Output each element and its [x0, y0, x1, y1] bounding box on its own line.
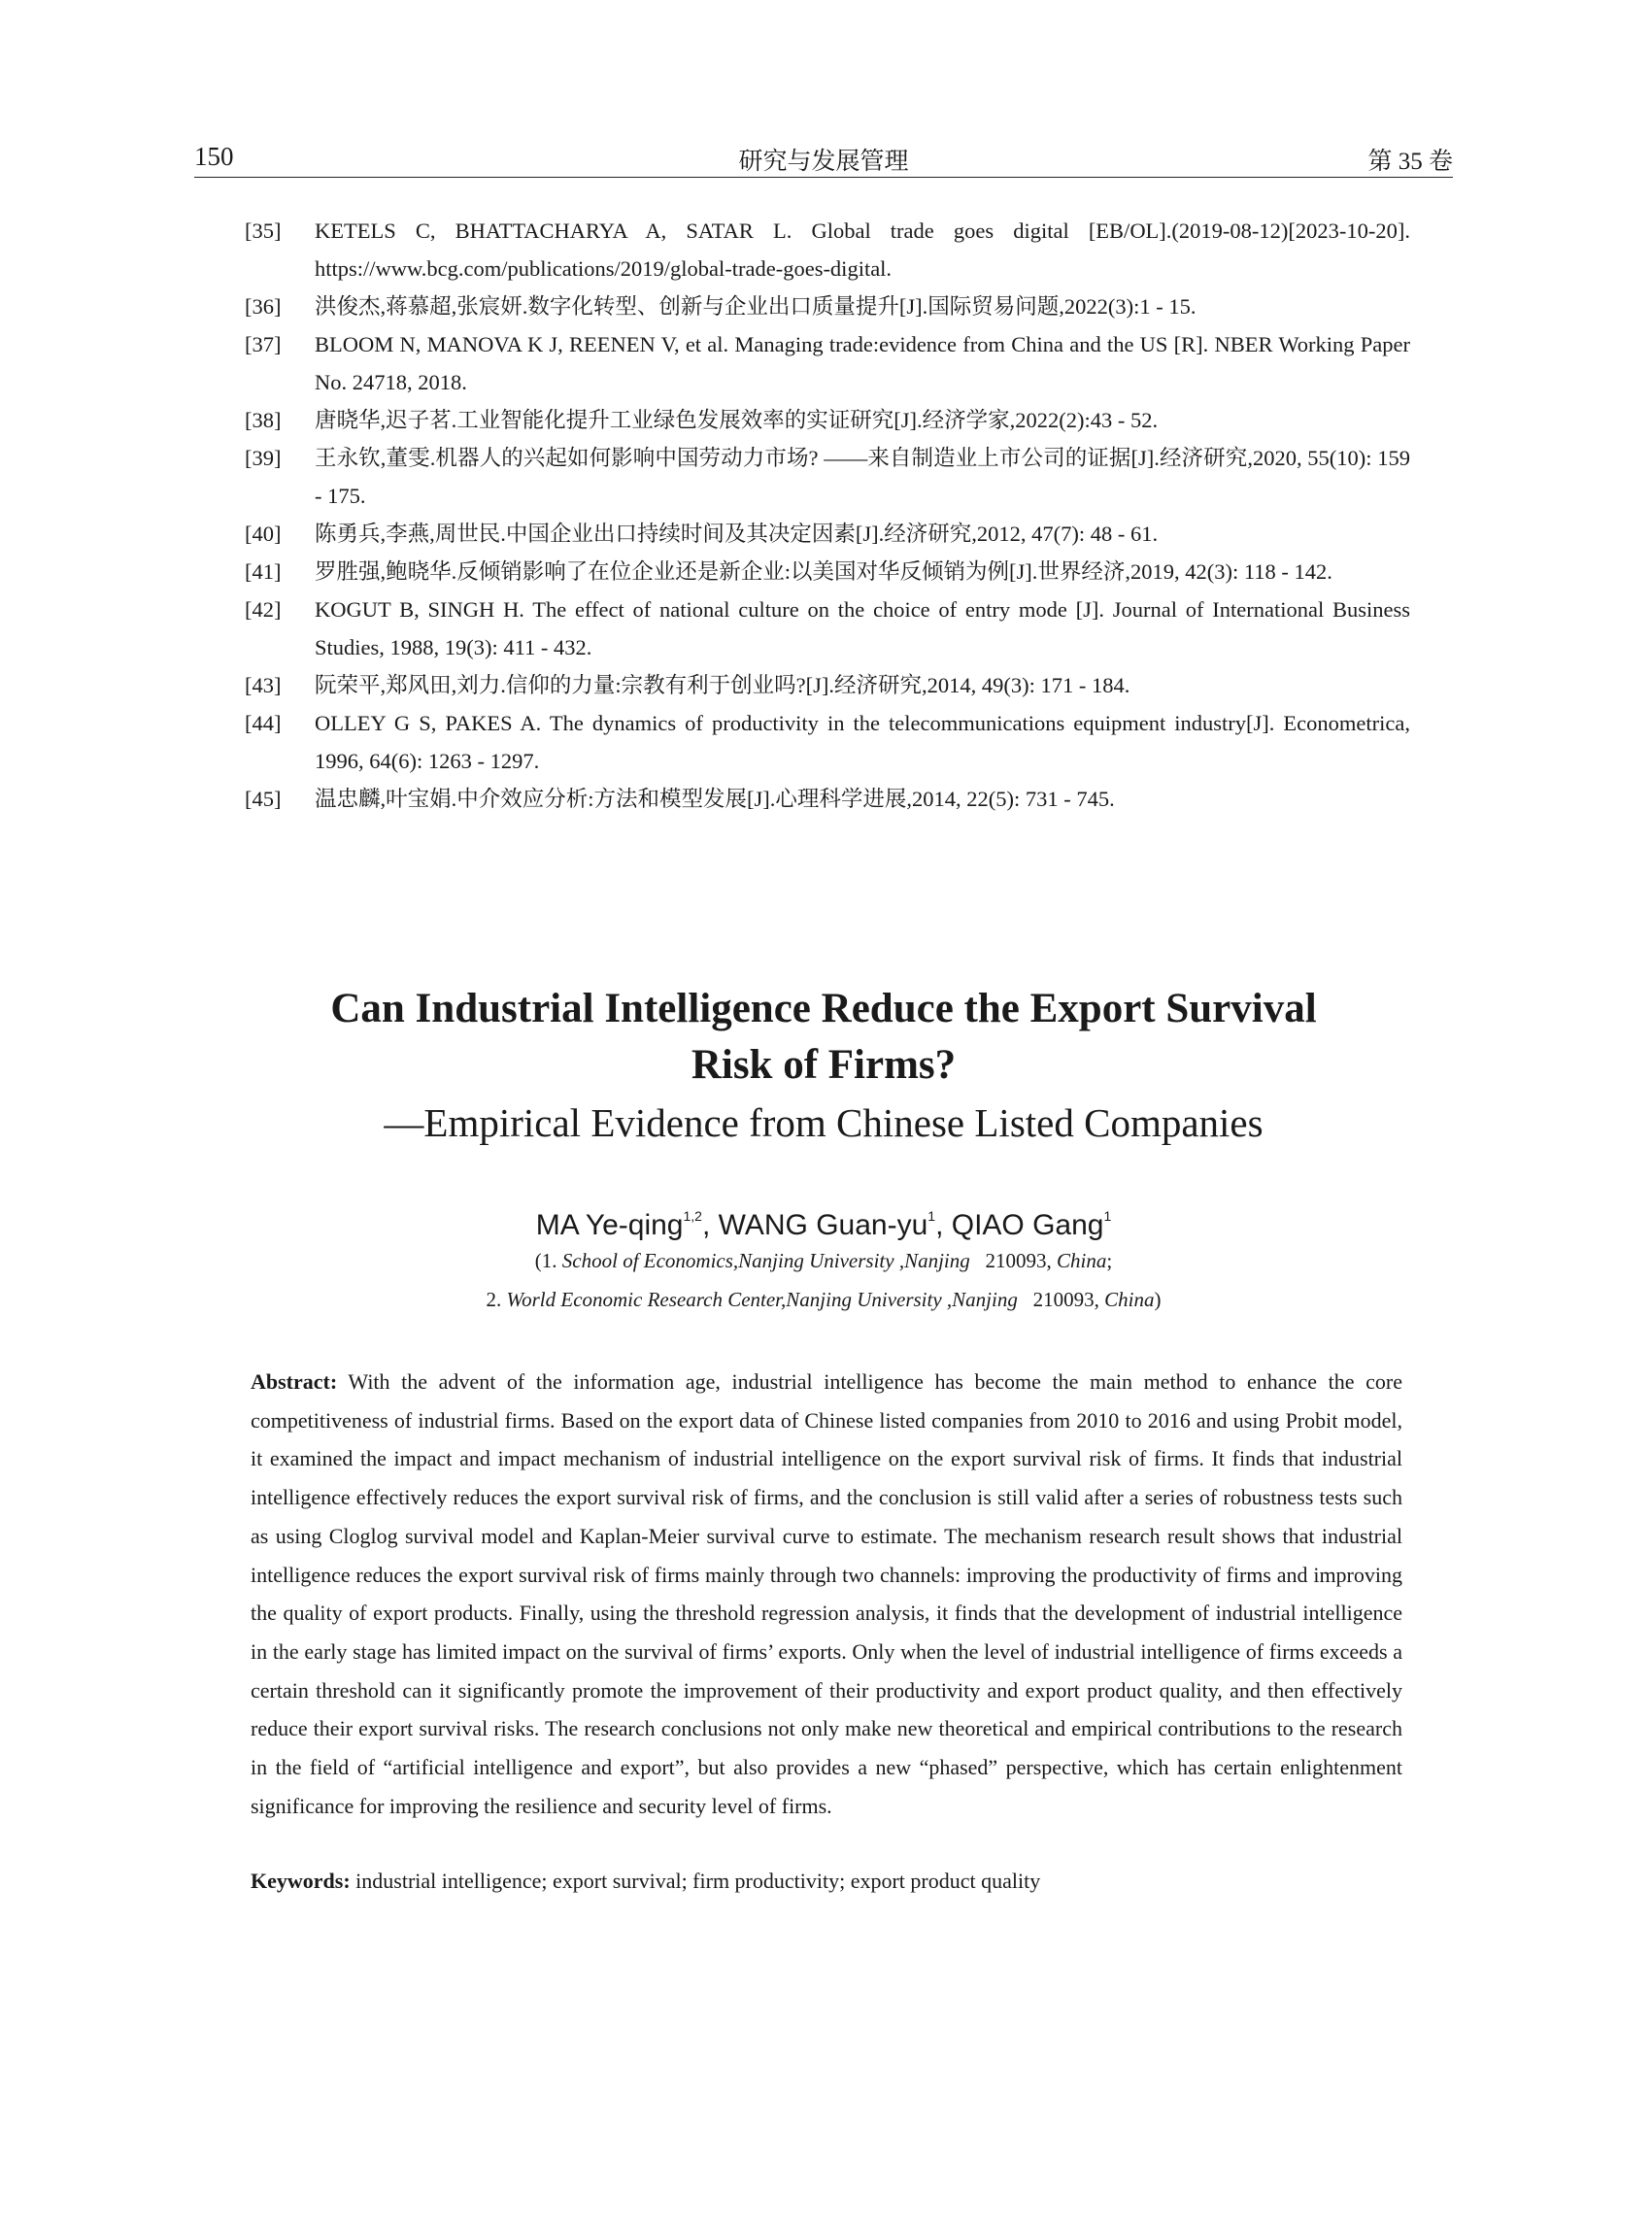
author-name: WANG Guan-yu — [718, 1209, 928, 1241]
reference-text: 罗胜强,鲍晓华.反倾销影响了在位企业还是新企业:以美国对华反倾销为例[J].世界经济,2019, 42(3): 118 - 142. — [315, 559, 1332, 584]
reference-item — [245, 287, 1410, 325]
affiliation-suffix: ) — [1154, 1288, 1162, 1311]
keywords-text: industrial intelligence; export survival; firm productivity; export product quality — [350, 1869, 1041, 1893]
keywords — [251, 1862, 1402, 1900]
reference-text: KETELS C, BHATTACHARYA A, SATAR L. Global trade goes digital [EB/OL].(2019-08-12)[2023-10-20]. https://www.bcg.com/publications/2019/global-trade-goes-digital. — [315, 219, 1410, 281]
reference-number: [44] — [245, 711, 282, 735]
author-separator: , — [935, 1209, 952, 1241]
reference-text: 唐晓华,迟子茗.工业智能化提升工业绿色发展效率的实证研究[J].经济学家,2022(2):43 - 52. — [315, 408, 1159, 432]
reference-number: [45] — [245, 787, 282, 811]
author-affiliation-mark: 1,2 — [683, 1208, 702, 1224]
postal-code: 210093, — [1017, 1288, 1105, 1311]
postal-code: 210093, — [969, 1249, 1058, 1272]
abstract-text: With the advent of the information age, industrial intelligence has become the main method to enhance the core competitiveness of industrial firms. Based on the export data of Chinese listed companies from 2010 to 2016 and using Probit model, it examined the impact and impact mechanism of industrial intelligence on the export survival risk of firms. It finds that industrial intelligence effectively reduces the export survival risk of firms, and the conclusion is still valid after a series of robustness tests such as using Cloglog survival model and Kaplan-Meier survival curve to estimate. The mechanism research result shows that industrial intelligence reduces the export survival risk of firms mainly through two channels: improving the productivity of firms and improving the quality of export products. Finally, using the threshold regression analysis, it finds that the development of industrial intelligence in the early stage has limited impact on the survival of firms’ exports. Only when the level of industrial intelligence of firms exceeds a certain threshold can it significantly promote the improvement of their productivity and export product quality, and then effectively reduce their export survival risks. The research conclusions not only make new theoretical and empirical contributions to the research in the field of “artificial intelligence and export”, but also provides a new “phased” perspective, which has certain enlightenment significance for improving the resilience and security level of firms. — [251, 1369, 1402, 1818]
affiliation-name: School of Economics,Nanjing University ,Nanjing — [561, 1249, 970, 1272]
reference-item — [245, 704, 1410, 780]
reference-item — [245, 401, 1410, 439]
article-title-line-1: Can Industrial Intelligence Reduce the Export Survival — [330, 986, 1317, 1031]
page-header — [194, 138, 1453, 178]
affiliation-country: China — [1057, 1249, 1107, 1272]
reference-number: [36] — [245, 294, 282, 319]
reference-number: [39] — [245, 446, 282, 470]
reference-text: 阮荣平,郑风田,刘力.信仰的力量:宗教有利于创业吗?[J].经济研究,2014, 49(3): 171 - 184. — [315, 673, 1130, 697]
affiliation-name: World Economic Research Center,Nanjing University ,Nanjing — [506, 1288, 1018, 1311]
reference-text: 王永钦,董雯.机器人的兴起如何影响中国劳动力市场? ——来自制造业上市公司的证据[J].经济研究,2020, 55(10): 159 - 175. — [315, 446, 1410, 508]
reference-text: OLLEY G S, PAKES A. The dynamics of productivity in the telecommunications equipment industry[J]. Econometrica, 1996, 64(6): 1263 - 1297. — [315, 711, 1410, 773]
author-list — [194, 1197, 1453, 1245]
reference-text: 陈勇兵,李燕,周世民.中国企业出口持续时间及其决定因素[J].经济研究,2012, 47(7): 48 - 61. — [315, 522, 1159, 546]
reference-text: KOGUT B, SINGH H. The effect of national culture on the choice of entry mode [J]. Journal of International Business Studies, 1988, 19(3): 411 - 432. — [315, 597, 1410, 659]
reference-item — [245, 515, 1410, 553]
author-name: QIAO Gang — [951, 1209, 1104, 1241]
article-subtitle: —Empirical Evidence from Chinese Listed Companies — [384, 1100, 1264, 1145]
reference-list — [245, 212, 1410, 818]
reference-number: [37] — [245, 332, 282, 356]
affiliation-prefix: (1. — [534, 1249, 562, 1272]
reference-text: BLOOM N, MANOVA K J, REENEN V, et al. Managing trade:evidence from China and the US [R]. NBER Working Paper No. 24718, 2018. — [315, 332, 1410, 394]
reference-item — [245, 325, 1410, 401]
reference-item — [245, 212, 1410, 287]
reference-item — [245, 666, 1410, 704]
article-title-line-2: Risk of Firms? — [691, 1042, 957, 1088]
page-number: 150 — [194, 142, 234, 171]
reference-item — [245, 553, 1410, 590]
reference-text: 温忠麟,叶宝娟.中介效应分析:方法和模型发展[J].心理科学进展,2014, 22(5): 731 - 745. — [315, 787, 1115, 811]
abstract-label: Abstract: — [251, 1369, 338, 1394]
keywords-label: Keywords: — [251, 1869, 351, 1893]
reference-item — [245, 590, 1410, 666]
reference-number: [40] — [245, 522, 282, 546]
reference-number: [38] — [245, 408, 282, 432]
author-affiliation-mark: 1 — [927, 1208, 936, 1224]
affiliation-country: China — [1104, 1288, 1155, 1311]
abstract — [251, 1363, 1402, 1825]
affiliation-prefix: 2. — [486, 1288, 507, 1311]
affiliation-2 — [194, 1284, 1453, 1315]
reference-item — [245, 780, 1410, 818]
author-name: MA Ye-qing — [535, 1209, 684, 1241]
affiliation-1 — [194, 1245, 1453, 1276]
affiliation-suffix: ; — [1106, 1249, 1113, 1272]
reference-item — [245, 439, 1410, 515]
volume-label: 第 35 卷 — [1367, 149, 1453, 175]
author-affiliation-mark: 1 — [1103, 1208, 1112, 1224]
author-separator: , — [701, 1209, 719, 1241]
reference-number: [35] — [245, 219, 282, 243]
journal-name: 研究与发展管理 — [738, 149, 909, 175]
reference-number: [41] — [245, 559, 282, 584]
reference-text: 洪俊杰,蒋慕超,张宸妍.数字化转型、创新与企业出口质量提升[J].国际贸易问题,2022(3):1 - 15. — [315, 294, 1197, 319]
reference-number: [43] — [245, 673, 282, 697]
reference-number: [42] — [245, 597, 282, 622]
